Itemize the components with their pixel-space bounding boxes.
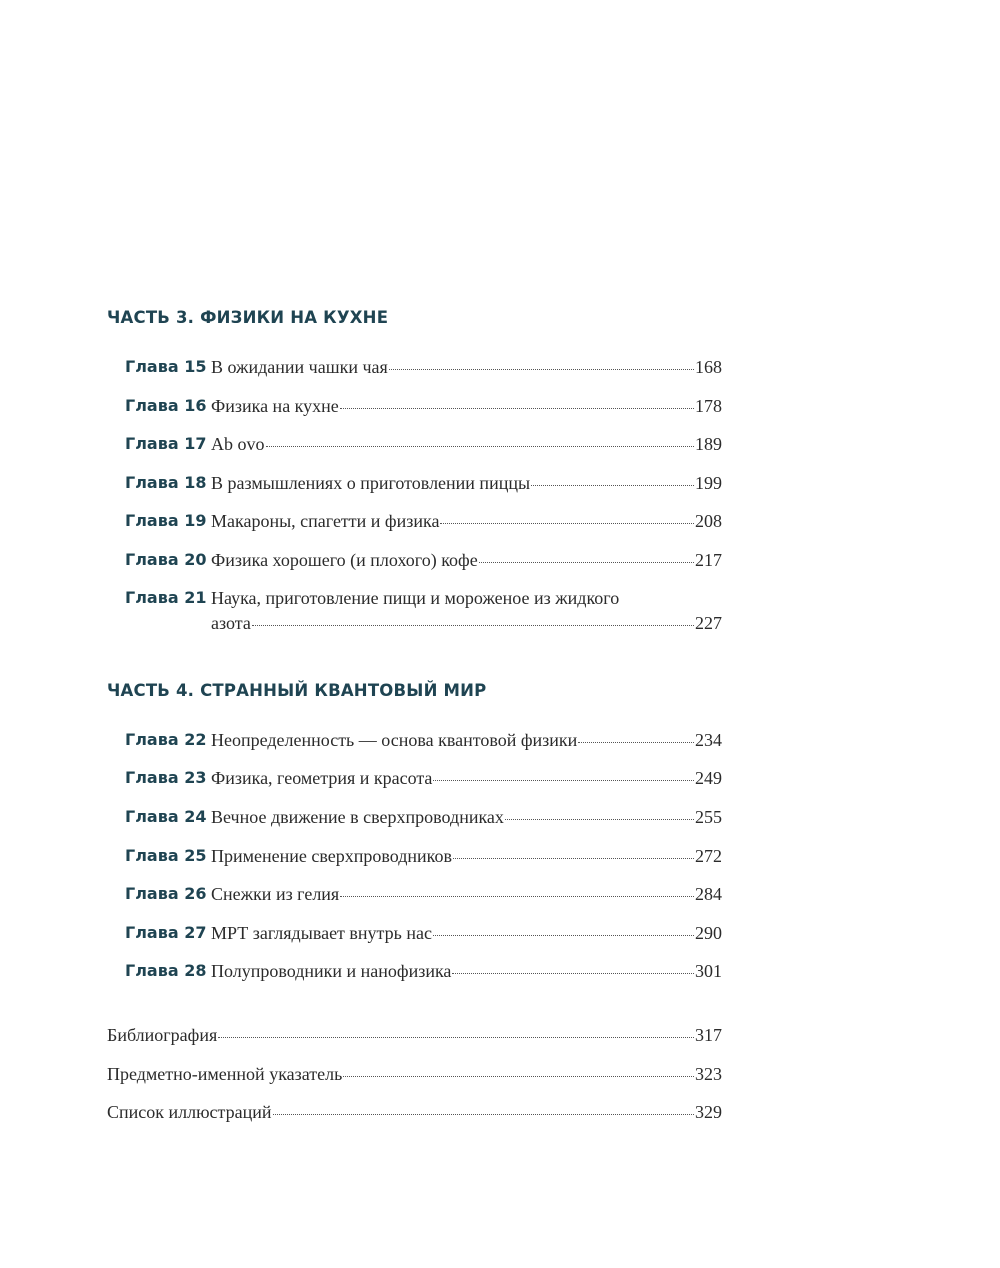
chapter-title: В размышлениях о приготовлении пиццы: [211, 473, 531, 493]
toc-entry-chapter-23[interactable]: [125, 765, 722, 791]
dot-leader: [340, 896, 694, 897]
page-number: 178: [695, 396, 722, 416]
chapter-label: Глава 15: [125, 357, 207, 376]
chapter-label: Глава 17: [125, 434, 207, 453]
page-number: 317: [695, 1025, 722, 1045]
chapter-title: Ab ovo: [211, 434, 265, 454]
chapter-label: Глава 16: [125, 396, 207, 415]
chapter-title: Физика хорошего (и плохого) кофе: [211, 550, 478, 570]
toc-entry-chapter-27[interactable]: [125, 920, 722, 946]
toc-entry-bibliography[interactable]: [107, 1022, 722, 1048]
dot-leader: [440, 523, 694, 524]
chapter-label: Глава 26: [125, 884, 207, 903]
entry-title: Предметно-именной указатель: [107, 1064, 343, 1084]
chapter-title-line-1: Наука, приготовление пищи и мороженое из жидкого: [211, 588, 620, 608]
chapter-label: Глава 22: [125, 730, 207, 749]
toc-entry-chapter-24[interactable]: [125, 804, 722, 830]
page-number: 249: [695, 768, 722, 788]
chapter-label: Глава 24: [125, 807, 207, 826]
dot-leader: [531, 485, 694, 486]
page-number: 284: [695, 884, 722, 904]
toc-entry-chapter-18[interactable]: [125, 470, 722, 496]
toc-entry-chapter-21[interactable]: [125, 585, 722, 641]
chapter-title: Физика на кухне: [211, 396, 339, 416]
dot-leader: [343, 1076, 694, 1077]
toc-entry-illustrations[interactable]: [107, 1099, 722, 1125]
chapter-label: Глава 19: [125, 511, 207, 530]
toc-entry-index[interactable]: [107, 1061, 722, 1087]
chapter-label: Глава 27: [125, 923, 207, 942]
chapter-label: Глава 18: [125, 473, 207, 492]
chapter-title: Неопределенность — основа квантовой физики: [211, 730, 578, 750]
dot-leader: [578, 742, 694, 743]
chapter-title: Макароны, спагетти и физика: [211, 511, 440, 531]
page-number: 227: [695, 613, 722, 633]
toc-entry-chapter-25[interactable]: [125, 843, 722, 869]
chapter-title: Применение сверхпроводников: [211, 846, 453, 866]
dot-leader: [453, 858, 694, 859]
dot-leader: [452, 973, 694, 974]
chapter-label: Глава 25: [125, 846, 207, 865]
chapter-title: В ожидании чашки чая: [211, 357, 388, 377]
page-number: 290: [695, 923, 722, 943]
toc-entry-chapter-28[interactable]: [125, 958, 722, 984]
chapter-label: Глава 20: [125, 550, 207, 569]
page-number: 301: [695, 961, 722, 981]
entry-title: Список иллюстраций: [107, 1102, 272, 1122]
chapter-title: МРТ заглядывает внутрь нас: [211, 923, 432, 943]
dot-leader: [266, 446, 695, 447]
page-number: 199: [695, 473, 722, 493]
chapter-label: Глава 23: [125, 768, 207, 787]
page-number: 234: [695, 730, 722, 750]
page-number: 272: [695, 846, 722, 866]
dot-leader: [273, 1114, 694, 1115]
entry-title: Библиография: [107, 1025, 218, 1045]
page-number: 329: [695, 1102, 722, 1122]
toc-entry-chapter-26[interactable]: [125, 881, 722, 907]
dot-leader: [505, 819, 694, 820]
page-number: 168: [695, 357, 722, 377]
toc-entry-chapter-16[interactable]: [125, 393, 722, 419]
dot-leader: [479, 562, 694, 563]
dot-leader: [389, 369, 694, 370]
page-number: 255: [695, 807, 722, 827]
toc-entry-chapter-20[interactable]: [125, 547, 722, 573]
dot-leader: [433, 935, 694, 936]
page-number: 208: [695, 511, 722, 531]
part-title: ЧАСТЬ 3. ФИЗИКИ НА КУХНЕ: [107, 308, 389, 327]
dot-leader: [252, 625, 694, 626]
toc-entry-chapter-19[interactable]: [125, 508, 722, 534]
page-number: 217: [695, 550, 722, 570]
dot-leader: [340, 408, 694, 409]
dot-leader: [433, 780, 694, 781]
page-number: 323: [695, 1064, 722, 1084]
toc-entry-chapter-17[interactable]: [125, 431, 722, 457]
dot-leader: [218, 1037, 694, 1038]
part-title: ЧАСТЬ 4. СТРАННЫЙ КВАНТОВЫЙ МИР: [107, 681, 487, 700]
page-number: 189: [695, 434, 722, 454]
chapter-label: Глава 21: [125, 588, 207, 607]
chapter-title: Физика, геометрия и красота: [211, 768, 433, 788]
chapter-title-line-2: азота: [211, 613, 251, 633]
toc-entry-chapter-22[interactable]: [125, 727, 722, 753]
chapter-title: Снежки из гелия: [211, 884, 340, 904]
toc-entry-chapter-15[interactable]: [125, 354, 722, 380]
chapter-title: Вечное движение в сверхпроводниках: [211, 807, 504, 827]
chapter-label: Глава 28: [125, 961, 207, 980]
chapter-title: Полупроводники и нанофизика: [211, 961, 452, 981]
